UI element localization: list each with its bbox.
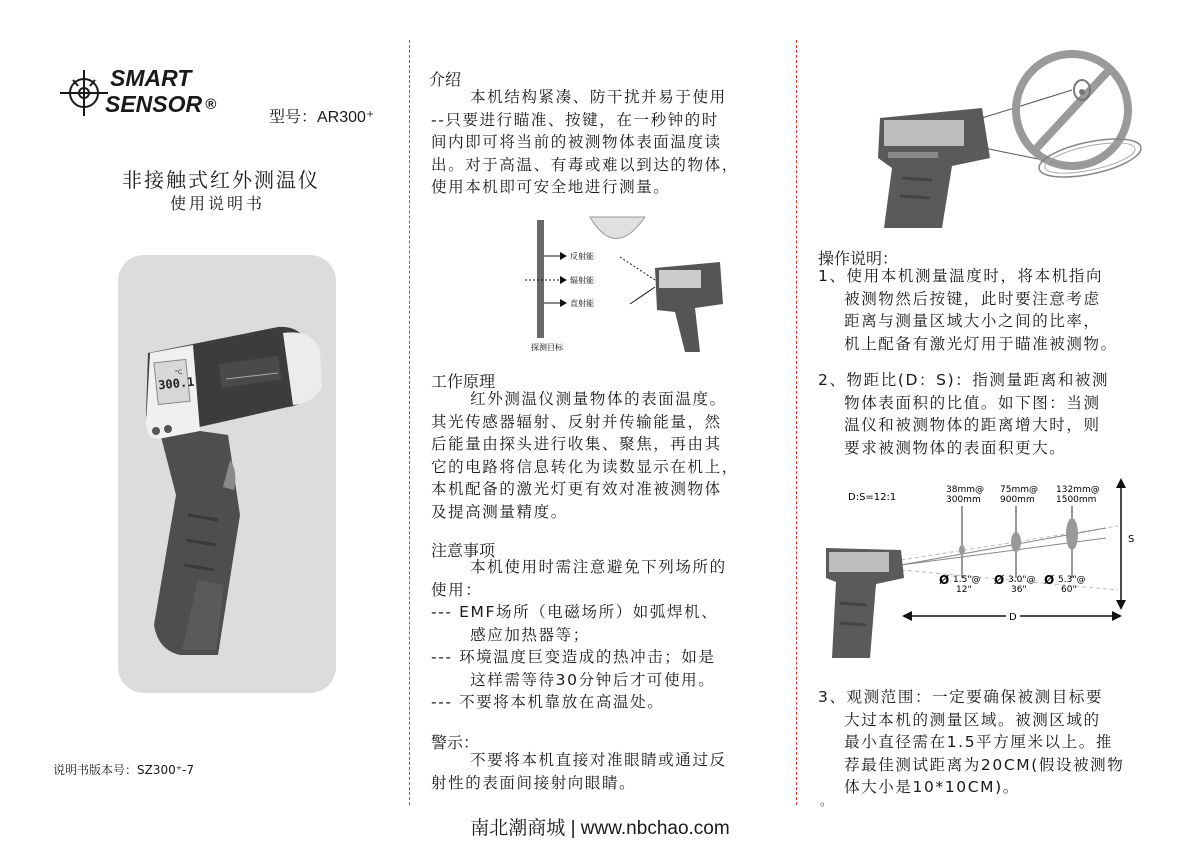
principle-line: 及提高测量精度。 (431, 502, 568, 521)
diameter-symbol: Ø (1044, 573, 1055, 587)
label-radiated-energy: 辐射能 (570, 276, 594, 285)
notes-line: 本机使用时需注意避免下列场所的 (431, 558, 727, 576)
ds-s-label: S (1128, 534, 1135, 545)
ds-top-label: 75mm@ (1000, 485, 1038, 495)
notes-heading: 注意事项 (431, 541, 496, 560)
brand-line2: SENSOR (105, 91, 203, 117)
footer-watermark: 南北潮商城 | www.nbchao.com (470, 818, 730, 839)
op2-line: 物体表面积的比值。如下图：当测 (818, 393, 1101, 412)
device-display-unit: °C (174, 368, 183, 377)
no-eye-warning-image (872, 48, 1147, 233)
intro-line: 间内即可将当前的被测物体表面温度读 (431, 133, 722, 151)
ds-bottom-label: 12" (956, 585, 972, 595)
manual-version: 说明书版本号：SZ300⁺-7 (53, 763, 195, 777)
intro-line: 使用本机即可安全地进行测量。 (431, 178, 671, 196)
notes-line: 使用： (431, 580, 483, 599)
notes-line: 这样需等待30分钟后才可使用。 (431, 670, 716, 689)
intro-line: --只要进行瞄准、按键，在一秒钟的时 (431, 110, 719, 129)
ds-top-label: 1500mm (1056, 495, 1097, 505)
end-mark: 。 (820, 794, 833, 808)
op3-line: 大过本机的测量区域。被测区域的 (818, 710, 1101, 729)
op3-line: 体大小是10*10CM)。 (818, 778, 1020, 796)
ds-bottom-label: 60" (1061, 585, 1077, 595)
brand-logo (58, 66, 238, 122)
notes-body (431, 556, 727, 714)
device-button-right (164, 425, 172, 433)
ds-top-label: 900mm (1000, 495, 1035, 505)
notes-line: 感应加热器等； (431, 625, 590, 644)
operation-item-2 (818, 369, 1109, 459)
warning-line: 不要将本机直接对准眼睛或通过反 (431, 751, 727, 769)
op3-line: 3、观测范围：一定要确保被测目标要 (818, 688, 1104, 706)
ds-bottom-label: 36" (1011, 585, 1027, 595)
op1-line: 机上配备有激光灯用于瞄准被测物。 (818, 334, 1118, 353)
ds-top-label: 38mm@ (946, 485, 984, 495)
warning-line: 射性的表面间接射向眼睛。 (431, 773, 637, 792)
principle-diagram (525, 212, 730, 357)
principle-heading: 工作原理 (431, 372, 496, 391)
distance-spot-diagram (826, 478, 1146, 663)
doc-subtitle: 使用说明书 (170, 194, 266, 213)
column-divider-2 (796, 40, 797, 805)
op3-line: 最小直径需在1.5平方厘米以上。推 (818, 733, 1113, 751)
thermometer-gun-image (118, 255, 336, 693)
brand-reg: ® (205, 96, 217, 113)
intro-heading: 介绍 (429, 70, 462, 89)
principle-line: 后能量由探头进行收集、聚焦，再由其 (431, 435, 722, 453)
op2-line: 2、物距比(D：S)：指测量距离和被测 (818, 371, 1110, 389)
operation-item-1 (818, 265, 1118, 355)
doc-title: 非接触式红外测温仪 (122, 168, 320, 192)
warning-heading: 警示： (431, 733, 480, 752)
principle-line: 红外测温仪测量物体的表面温度。 (431, 390, 727, 408)
operation-item-3 (818, 686, 1124, 799)
op1-line: 被测物然后按键，此时要注意考虑 (818, 289, 1101, 308)
op2-line: 温仪和被测物体的距离增大时，则 (818, 416, 1101, 434)
principle-body (431, 388, 739, 523)
ds-top-label: 300mm (946, 495, 981, 505)
ds-top-label: 132mm@ (1056, 485, 1100, 495)
ds-bottom-label: 3.0"@ (1008, 575, 1036, 585)
op1-line: 1、使用本机测量温度时，将本机指向 (818, 267, 1104, 285)
principle-line: 其光传感器辐射、反射并传输能量，然 (431, 412, 722, 431)
diameter-symbol: Ø (939, 573, 950, 587)
ds-bottom-label: 1.5"@ (953, 575, 981, 585)
diameter-symbol: Ø (994, 573, 1005, 587)
ds-ratio: D:S=12:1 (848, 492, 897, 503)
principle-line: 本机配备的激光灯更有效对准被测物体 (431, 480, 722, 498)
device-button-left (152, 427, 160, 435)
label-reflected-energy: 反射能 (570, 252, 594, 261)
notes-line: --- 环境温度巨变造成的热冲击；如是 (431, 648, 716, 666)
target-icon (58, 68, 108, 118)
operation-heading: 操作说明： (818, 249, 899, 268)
ds-bottom-label: 5.3"@ (1058, 575, 1086, 585)
ds-d-label: D (1009, 612, 1017, 623)
label-direct-energy: 直射能 (570, 299, 594, 308)
principle-line: 它的电路将信息转化为读数显示在机上， (431, 457, 739, 476)
column-divider-1 (409, 40, 410, 805)
op1-line: 距离与测量区域大小之间的比率， (818, 312, 1101, 330)
notes-line: --- EMF场所（电磁场所）如弧焊机、 (431, 603, 719, 621)
intro-body (431, 86, 739, 199)
notes-line: --- 不要将本机靠放在高温处。 (431, 693, 665, 711)
label-target: 探测目标 (531, 343, 563, 352)
product-photo-panel (118, 255, 336, 693)
device-display-temp: 300.1 (157, 374, 195, 393)
op2-line: 要求被测物体的表面积更大。 (818, 438, 1067, 457)
intro-line: 出。对于高温、有毒或难以到达的物体， (431, 155, 739, 174)
op3-line: 荐最佳测试距离为20CM(假设被测物 (818, 755, 1125, 774)
warning-body (431, 749, 727, 794)
brand-line1: SMART (110, 65, 192, 91)
model-number: 型号：AR300⁺ (269, 109, 375, 126)
intro-line: 本机结构紧凑、防干扰并易于使用 (431, 88, 727, 106)
